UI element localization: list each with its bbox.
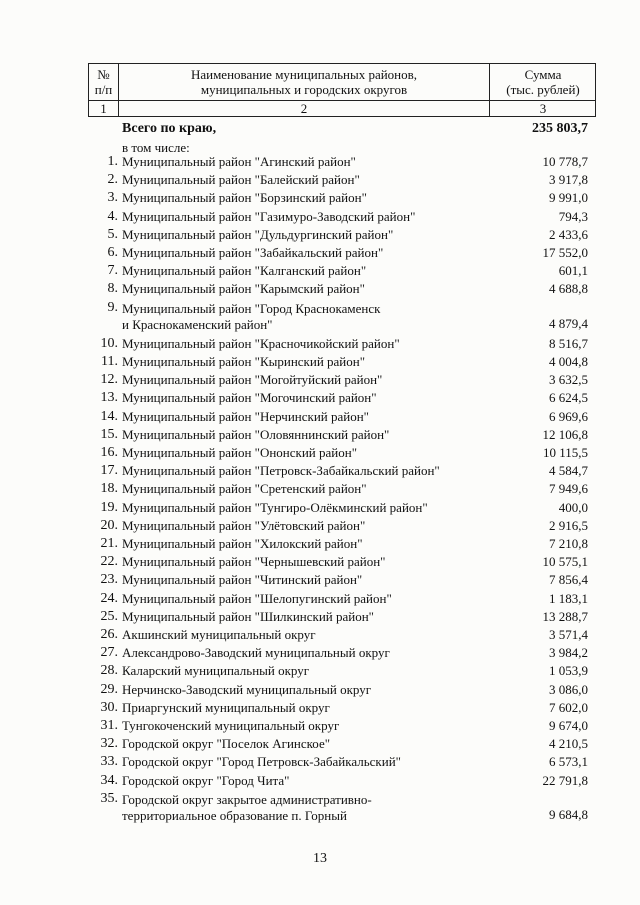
row-name: Муниципальный район "Хилокский район" — [122, 536, 363, 551]
row-value: 2 916,5 — [549, 517, 588, 533]
row-number: 10. — [100, 335, 118, 351]
row-value: 3 917,8 — [549, 172, 588, 188]
row-name: Муниципальный район "Петровск-Забайкальский район" — [122, 463, 440, 479]
row-number: 18. — [100, 481, 118, 497]
row-number: 7. — [107, 263, 118, 279]
row-value: 9 674,0 — [549, 718, 588, 733]
row-value: 3 984,2 — [549, 645, 588, 661]
row-number: 21. — [100, 536, 118, 551]
row-value: 10 115,5 — [542, 445, 588, 460]
row-name: Муниципальный район "Шилкинский район" — [122, 608, 374, 624]
row-value: 6 573,1 — [549, 754, 588, 770]
page-number: 13 — [313, 851, 327, 866]
row-number: 30. — [100, 699, 118, 715]
row-value: 13 288,7 — [542, 608, 588, 624]
row-number: 35. — [100, 790, 118, 806]
row-value: 22 791,8 — [542, 772, 588, 788]
row-name: Муниципальный район "Нерчинский район" — [122, 408, 369, 424]
row-value: 1 053,9 — [549, 663, 588, 679]
row-name: Городской округ закрытое административно- территориальное образование п. Горный — [122, 791, 372, 823]
row-number: 22. — [100, 554, 118, 570]
header-col-name: Наименование муниципальных районов, муниципальных и городских округов — [190, 67, 418, 97]
row-value: 10 575,1 — [542, 554, 588, 570]
row-value: 10 778,7 — [542, 154, 588, 169]
row-number: 26. — [100, 627, 118, 642]
row-number: 1. — [107, 154, 118, 169]
row-number: 8. — [107, 281, 118, 297]
row-name: Муниципальный район "Шелопугинский район" — [122, 590, 392, 606]
row-value: 7 949,6 — [549, 481, 588, 497]
header-colnum-1: 1 — [100, 101, 107, 116]
row-name: Муниципальный район "Могойтуйский район" — [122, 372, 383, 388]
row-value: 9 684,8 — [549, 806, 588, 822]
row-name: Александрово-Заводский муниципальный округ — [122, 645, 390, 661]
row-name: Каларский муниципальный округ — [122, 663, 310, 679]
row-name: Акшинский муниципальный округ — [122, 627, 316, 642]
row-value: 794,3 — [558, 208, 588, 224]
row-name: Городской округ "Поселок Агинское" — [122, 736, 331, 752]
total-value: 235 803,7 — [532, 121, 588, 136]
row-number: 15. — [100, 426, 118, 442]
header-col-sum: Сумма (тыс. рублей) — [506, 67, 580, 97]
row-name: Муниципальный район "Газимуро-Заводский район" — [122, 208, 416, 224]
row-name: Муниципальный район "Карымский район" — [122, 281, 365, 297]
row-number: 16. — [100, 445, 118, 460]
row-name: Муниципальный район "Забайкальский район" — [122, 245, 384, 260]
row-name: Муниципальный район "Красночикойский район" — [122, 335, 400, 351]
row-value: 601,1 — [558, 263, 588, 279]
row-number: 32. — [100, 736, 118, 752]
row-value: 4 688,8 — [549, 281, 588, 297]
row-value: 7 856,4 — [549, 572, 588, 588]
row-value: 6 969,6 — [549, 408, 588, 424]
row-value: 400,0 — [558, 499, 588, 515]
row-number: 19. — [100, 499, 118, 515]
row-name: Муниципальный район "Город Краснокаменск и Краснокаменский район" — [122, 300, 381, 332]
row-number: 23. — [100, 572, 118, 588]
row-value: 7 602,0 — [549, 699, 588, 715]
row-value: 3 571,4 — [549, 627, 588, 642]
row-name: Муниципальный район "Чернышевский район" — [122, 554, 386, 570]
header-colnum-3: 3 — [539, 101, 547, 116]
row-number: 13. — [100, 390, 118, 406]
row-number: 33. — [100, 754, 118, 770]
row-number: 20. — [100, 517, 118, 533]
row-name: Муниципальный район "Сретенский район" — [122, 481, 367, 497]
row-value: 4 584,7 — [549, 463, 588, 479]
row-value: 2 433,6 — [549, 226, 588, 242]
row-number: 2. — [107, 172, 118, 188]
row-number: 9. — [107, 299, 118, 315]
header-col-number: № п/п — [94, 67, 113, 97]
row-value: 1 183,1 — [549, 590, 588, 606]
row-number: 12. — [100, 372, 118, 388]
row-value: 8 516,7 — [549, 335, 588, 351]
row-name: Городской округ "Город Чита" — [122, 772, 290, 788]
row-number: 3. — [107, 190, 118, 206]
total-label: Всего по краю, — [122, 121, 217, 136]
row-name: Муниципальный район "Тунгиро-Олёкминский район" — [122, 499, 428, 515]
row-name: Муниципальный район "Могочинский район" — [122, 390, 377, 406]
row-number: 28. — [100, 663, 118, 679]
row-name: Муниципальный район "Ононский район" — [122, 445, 358, 460]
row-value: 3 086,0 — [549, 681, 588, 697]
row-number: 17. — [100, 463, 118, 479]
row-name: Муниципальный район "Кыринский район" — [122, 354, 366, 369]
row-value: 17 552,0 — [542, 245, 588, 260]
row-number: 24. — [100, 590, 118, 606]
row-number: 4. — [107, 208, 118, 224]
row-name: Муниципальный район "Борзинский район" — [122, 190, 367, 206]
row-name: Муниципальный район "Агинский район" — [122, 154, 356, 169]
row-number: 11. — [101, 354, 118, 369]
row-value: 4 879,4 — [549, 315, 588, 331]
row-name: Муниципальный район "Улётовский район" — [122, 517, 366, 533]
header-colnum-2: 2 — [300, 101, 308, 116]
row-name: Муниципальный район "Читинский район" — [122, 572, 363, 588]
row-name: Тунгокоченский муниципальный округ — [122, 718, 340, 733]
row-name: Городской округ "Город Петровск-Забайкальский" — [122, 754, 401, 770]
row-name: Приаргунский муниципальный округ — [122, 699, 330, 715]
row-value: 12 106,8 — [542, 426, 588, 442]
row-value: 4 210,5 — [549, 736, 588, 752]
row-number: 29. — [100, 681, 118, 697]
row-number: 5. — [107, 226, 118, 242]
row-number: 6. — [107, 245, 118, 260]
including-label: в том числе: — [122, 140, 190, 155]
row-value: 6 624,5 — [549, 390, 588, 406]
row-name: Муниципальный район "Калганский район" — [122, 263, 367, 279]
row-name: Муниципальный район "Балейский район" — [122, 172, 360, 188]
row-name: Нерчинско-Заводский муниципальный округ — [122, 681, 372, 697]
row-value: 7 210,8 — [549, 536, 588, 551]
row-name: Муниципальный район "Дульдургинский район" — [122, 226, 394, 242]
row-number: 34. — [100, 772, 118, 788]
table-header — [88, 63, 596, 117]
row-number: 31. — [100, 718, 118, 733]
row-value: 4 004,8 — [549, 354, 588, 369]
row-value: 3 632,5 — [549, 372, 588, 388]
row-value: 9 991,0 — [549, 190, 588, 206]
row-number: 14. — [100, 408, 118, 424]
row-name: Муниципальный район "Оловяннинский район" — [122, 426, 390, 442]
row-number: 27. — [100, 645, 118, 661]
row-number: 25. — [100, 608, 118, 624]
